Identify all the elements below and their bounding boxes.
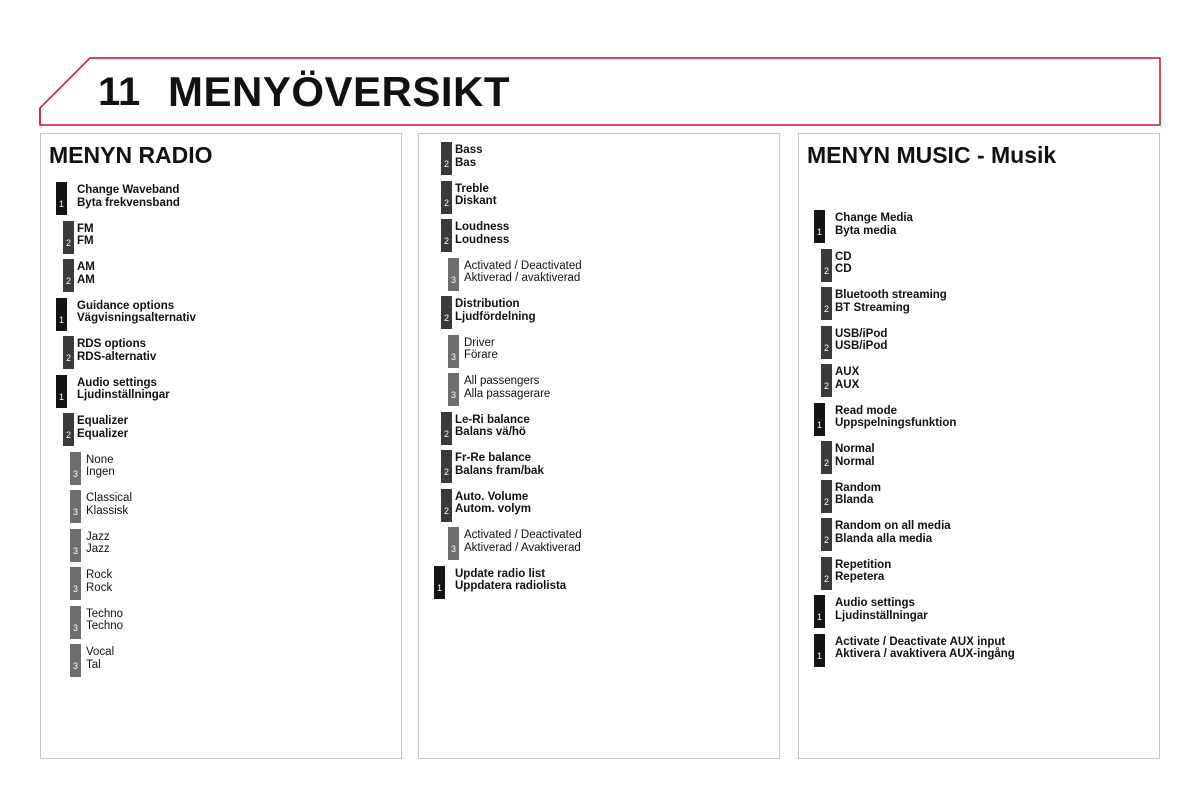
menu-item-text bbox=[77, 223, 94, 248]
menu-level-marker: 2 bbox=[63, 259, 74, 292]
menu-item-text bbox=[464, 375, 550, 400]
menu-item-label-sv: Ljudfördelning bbox=[455, 310, 536, 323]
menu-item-label-sv: Alla passagerare bbox=[464, 387, 551, 400]
menu-item-label-en: Distribution bbox=[455, 298, 520, 310]
menu-item-text bbox=[835, 443, 875, 468]
menu-item-text bbox=[77, 184, 180, 209]
menu-item bbox=[41, 567, 401, 606]
menu-level-marker: 2 bbox=[63, 413, 74, 446]
menu-item-label-sv: Uppspelningsfunktion bbox=[835, 417, 957, 429]
menu-item bbox=[41, 529, 401, 568]
chapter-title: MENYÖVERSIKT bbox=[168, 68, 511, 115]
menu-item-label-en: Bluetooth streaming bbox=[835, 289, 947, 301]
music-menu-panel bbox=[798, 133, 1160, 759]
menu-item bbox=[419, 181, 779, 220]
menu-item-label-sv: Equalizer bbox=[77, 427, 129, 440]
menu-level-marker: 2 bbox=[441, 489, 452, 522]
menu-item-label-sv: Ingen bbox=[86, 466, 115, 478]
menu-item-label-en: Normal bbox=[835, 443, 875, 455]
menu-level-marker: 3 bbox=[70, 606, 81, 639]
menu-item bbox=[419, 566, 779, 605]
menu-item-label-en: Techno bbox=[86, 607, 124, 620]
menu-item-text bbox=[464, 529, 582, 554]
menu-item-label-sv: Loudness bbox=[455, 233, 510, 246]
menu-level-marker: 2 bbox=[63, 221, 74, 254]
menu-level-marker: 1 bbox=[814, 595, 825, 628]
menu-item-label-en: Change Waveband bbox=[77, 184, 180, 196]
menu-item-text bbox=[455, 452, 544, 477]
menu-item bbox=[419, 142, 779, 181]
menu-item-text bbox=[455, 221, 509, 246]
panel-title: MENYN RADIO bbox=[49, 142, 213, 168]
menu-item-label-sv: Rock bbox=[86, 581, 113, 594]
menu-item bbox=[799, 557, 1159, 596]
menu-level-marker: 2 bbox=[63, 336, 74, 369]
menu-level-marker: 2 bbox=[441, 450, 452, 483]
menu-item bbox=[419, 373, 779, 412]
menu-item-text bbox=[835, 559, 891, 584]
menu-level-marker: 1 bbox=[814, 634, 825, 667]
menu-item-label-en: All passengers bbox=[464, 375, 540, 387]
menu-item-text bbox=[455, 491, 531, 516]
menu-item-text bbox=[86, 531, 110, 556]
menu-item-text bbox=[455, 183, 497, 208]
menu-level-marker: 2 bbox=[441, 296, 452, 329]
menu-level-marker: 1 bbox=[814, 403, 825, 436]
menu-item-label-en: Le-Ri balance bbox=[455, 413, 530, 426]
menu-level-marker: 3 bbox=[70, 529, 81, 562]
menu-item-label-en: Vocal bbox=[86, 646, 115, 658]
menu-level-marker: 2 bbox=[821, 364, 832, 397]
menu-item-label-en: Rock bbox=[86, 569, 113, 581]
menu-item-text bbox=[77, 377, 170, 402]
menu-item-label-en: Driver bbox=[464, 336, 495, 349]
menu-item-text bbox=[464, 260, 582, 285]
menu-item-label-en: Random on all media bbox=[835, 520, 951, 532]
menu-item-label-en: FM bbox=[77, 222, 94, 235]
menu-item-label-en: Change Media bbox=[835, 212, 913, 224]
menu-item-label-sv: Balans vä/hö bbox=[455, 426, 526, 438]
menu-item-text bbox=[77, 300, 196, 325]
menu-level-marker: 2 bbox=[821, 287, 832, 320]
menu-item-label-en: None bbox=[86, 453, 114, 466]
menu-item-label-en: Activated / Deactivated bbox=[464, 259, 582, 272]
menu-item-label-en: Audio settings bbox=[835, 597, 915, 609]
menu-item bbox=[41, 336, 401, 375]
menu-item-label-sv: CD bbox=[835, 263, 852, 275]
menu-item-label-sv: USB/iPod bbox=[835, 340, 888, 352]
menu-item-label-sv: Bas bbox=[455, 156, 477, 169]
menu-level-marker: 3 bbox=[70, 452, 81, 485]
menu-item bbox=[41, 413, 401, 452]
menu-item-text bbox=[86, 608, 123, 633]
menu-level-marker: 3 bbox=[448, 373, 459, 406]
menu-item bbox=[41, 452, 401, 491]
menu-item bbox=[41, 221, 401, 260]
menu-level-marker: 2 bbox=[821, 326, 832, 359]
menu-level-marker: 2 bbox=[441, 219, 452, 252]
menu-item-label-sv: AUX bbox=[835, 378, 860, 391]
menu-item-label-sv: Blanda alla media bbox=[835, 532, 933, 545]
menu-item bbox=[41, 182, 401, 221]
menu-level-marker: 2 bbox=[821, 557, 832, 590]
menu-item-text bbox=[86, 646, 114, 671]
menu-item bbox=[41, 490, 401, 529]
menu-item-label-en: Equalizer bbox=[77, 415, 129, 427]
menu-item-text bbox=[455, 414, 530, 439]
menu-item-label-en: Classical bbox=[86, 492, 133, 504]
menu-item bbox=[799, 480, 1159, 519]
menu-level-marker: 1 bbox=[56, 182, 67, 215]
menu-item-text bbox=[464, 337, 498, 362]
menu-level-marker: 2 bbox=[821, 249, 832, 282]
menu-item-label-en: Auto. Volume bbox=[455, 490, 529, 503]
menu-item-label-sv: Tal bbox=[86, 658, 101, 671]
menu-item bbox=[799, 403, 1159, 442]
menu-item bbox=[41, 375, 401, 414]
menu-item bbox=[419, 296, 779, 335]
menu-item-label-en: Bass bbox=[455, 144, 483, 156]
menu-item-text bbox=[77, 261, 95, 286]
menu-item bbox=[799, 441, 1159, 480]
panel-title: MENYN MUSIC - Musik bbox=[807, 142, 1057, 168]
menu-item-label-sv: Aktiverad / avaktiverad bbox=[464, 272, 581, 284]
menu-item-label-sv: Techno bbox=[86, 620, 124, 632]
menu-item-text bbox=[77, 415, 128, 440]
menu-item-label-sv: Uppdatera radiolista bbox=[455, 580, 567, 592]
menu-item-label-sv: Balans fram/bak bbox=[455, 464, 544, 477]
menu-item-label-en: AUX bbox=[835, 366, 860, 378]
menu-item-label-sv: Byta frekvensband bbox=[77, 196, 180, 209]
menu-item-label-en: Activate / Deactivate AUX input bbox=[835, 635, 1006, 648]
menu-item-label-sv: Förare bbox=[464, 349, 498, 361]
menu-item-label-en: AM bbox=[77, 261, 95, 273]
menu-item-label-sv: Aktiverad / Avaktiverad bbox=[464, 541, 581, 554]
menu-item bbox=[799, 364, 1159, 403]
menu-item bbox=[41, 644, 401, 683]
menu-item bbox=[799, 518, 1159, 557]
menu-item-label-en: USB/iPod bbox=[835, 327, 888, 340]
menu-item-label-sv: Autom. volym bbox=[455, 503, 532, 515]
menu-item-label-en: Treble bbox=[455, 182, 489, 195]
menu-item-label-sv: FM bbox=[77, 235, 94, 247]
menu-item-label-sv: Diskant bbox=[455, 195, 497, 207]
menu-item-label-en: Repetition bbox=[835, 558, 892, 571]
menu-item-text bbox=[835, 212, 913, 237]
menu-item bbox=[419, 335, 779, 374]
menu-item bbox=[799, 210, 1159, 249]
menu-item-label-en: Loudness bbox=[455, 221, 510, 233]
menu-item-label-sv: Byta media bbox=[835, 224, 897, 237]
menu-item-text bbox=[86, 454, 115, 479]
menu-item-text bbox=[835, 251, 852, 276]
menu-level-marker: 2 bbox=[441, 142, 452, 175]
menu-item-label-sv: AM bbox=[77, 273, 95, 286]
menu-item-label-sv: Aktivera / avaktivera AUX-ingång bbox=[835, 648, 1015, 660]
menu-item-text bbox=[835, 482, 881, 507]
menu-item bbox=[419, 219, 779, 258]
menu-level-marker: 2 bbox=[821, 480, 832, 513]
menu-item-label-en: Random bbox=[835, 481, 881, 494]
menu-item-label-en: Activated / Deactivated bbox=[464, 529, 582, 541]
menu-level-marker: 3 bbox=[70, 490, 81, 523]
menu-item-text bbox=[86, 569, 112, 594]
menu-item bbox=[41, 606, 401, 645]
menu-level-marker: 3 bbox=[448, 258, 459, 291]
menu-item-label-sv: Blanda bbox=[835, 494, 874, 506]
menu-item-label-sv: Vägvisningsalternativ bbox=[77, 312, 196, 324]
menu-level-marker: 3 bbox=[448, 335, 459, 368]
menu-item-text bbox=[455, 298, 535, 323]
menu-item bbox=[41, 259, 401, 298]
menu-item-label-sv: Normal bbox=[835, 455, 875, 468]
menu-level-marker: 2 bbox=[441, 181, 452, 214]
menu-item bbox=[799, 326, 1159, 365]
menu-item-text bbox=[455, 568, 566, 593]
menu-level-marker: 3 bbox=[448, 527, 459, 560]
menu-item bbox=[419, 450, 779, 489]
menu-item bbox=[41, 298, 401, 337]
menu-level-marker: 1 bbox=[56, 298, 67, 331]
menu-item-label-en: Update radio list bbox=[455, 567, 546, 580]
menu-item-label-sv: Ljudinställningar bbox=[77, 389, 170, 401]
menu-item-text bbox=[835, 597, 928, 622]
menu-item-label-en: Guidance options bbox=[77, 299, 175, 312]
menu-item-label-sv: Repetera bbox=[835, 571, 885, 583]
menu-item bbox=[799, 634, 1159, 673]
menu-item bbox=[419, 489, 779, 528]
chapter-number: 11 bbox=[98, 70, 141, 114]
menu-level-marker: 2 bbox=[441, 412, 452, 445]
menu-item-list bbox=[419, 142, 779, 604]
menu-level-marker: 1 bbox=[814, 210, 825, 243]
menu-item bbox=[419, 258, 779, 297]
menu-level-marker: 2 bbox=[821, 518, 832, 551]
menu-item-label-sv: Jazz bbox=[86, 543, 110, 555]
menu-item bbox=[799, 595, 1159, 634]
menu-item bbox=[799, 249, 1159, 288]
menu-item-text bbox=[835, 328, 887, 353]
menu-item-label-en: Jazz bbox=[86, 530, 110, 543]
menu-item-label-en: Fr-Re balance bbox=[455, 452, 532, 464]
radio-menu-panel bbox=[40, 133, 402, 759]
menu-item-text bbox=[835, 520, 951, 545]
menu-item-text bbox=[835, 289, 947, 314]
menu-item-label-en: RDS options bbox=[77, 338, 146, 350]
menu-item-text bbox=[835, 405, 956, 430]
radio-menu-continued-panel bbox=[418, 133, 780, 759]
menu-item-label-en: Read mode bbox=[835, 404, 897, 417]
menu-level-marker: 1 bbox=[56, 375, 67, 408]
menu-item-text bbox=[835, 366, 859, 391]
menu-item-label-sv: Klassisk bbox=[86, 504, 129, 517]
menu-item-list bbox=[41, 182, 401, 683]
menu-item-label-en: CD bbox=[835, 250, 852, 263]
menu-level-marker: 1 bbox=[434, 566, 445, 599]
menu-item-label-sv: BT Streaming bbox=[835, 301, 910, 314]
menu-item-text bbox=[86, 492, 132, 517]
menu-level-marker: 3 bbox=[70, 567, 81, 600]
menu-item bbox=[419, 412, 779, 451]
menu-item-label-en: Audio settings bbox=[77, 376, 157, 389]
menu-item-list bbox=[799, 210, 1159, 672]
menu-item bbox=[799, 287, 1159, 326]
menu-item-label-sv: Ljudinställningar bbox=[835, 609, 928, 622]
menu-item-label-sv: RDS-alternativ bbox=[77, 350, 157, 363]
menu-level-marker: 2 bbox=[821, 441, 832, 474]
menu-item bbox=[419, 527, 779, 566]
menu-item-text bbox=[77, 338, 156, 363]
menu-level-marker: 3 bbox=[70, 644, 81, 677]
menu-item-text bbox=[455, 144, 483, 169]
menu-item-text bbox=[835, 636, 1015, 661]
